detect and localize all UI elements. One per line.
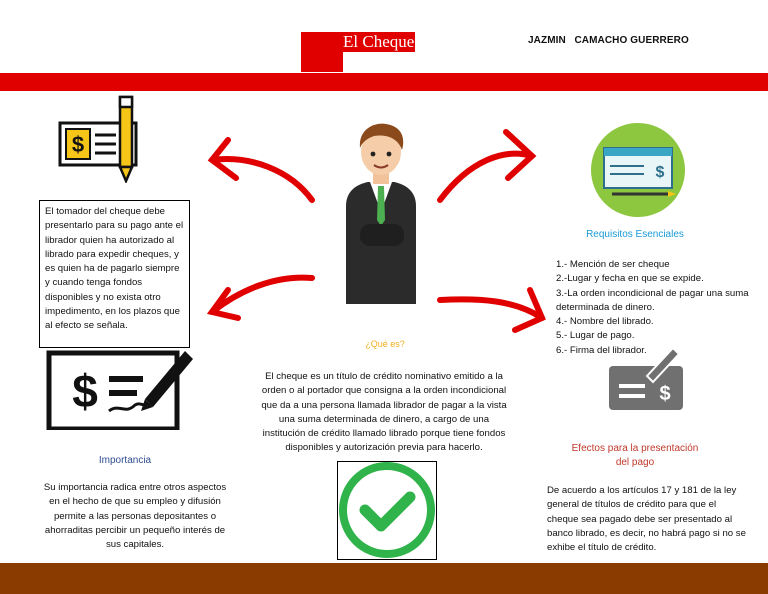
footer-brown-band [0,563,768,594]
que-es-heading: ¿Qué es? [365,339,405,349]
page-title: El Cheque [343,32,415,51]
cheque-definition: El cheque es un título de crédito nominativo emitido a la orden o al portador que consigna a la orden incondicional que da a una persona llamada librador de pagar a la vista una suma determinada de dinero, a cargo de una institución de crédito llamado librado porque tiene fondos disponibles y autorización previa para hacerlo. [261,371,507,454]
efectos-text: De acuerdo a los artículos 17 y 181 de la ley general de títulos de crédito para que el cheque sea pagado debe ser presentado al banco librado, es decir, no habrá pago si no se exhibe el título de crédito. [547,485,746,554]
list-item: 3.-La orden incondicional de pagar una suma determinada de dinero. [556,287,749,313]
cheque-circle-icon [590,122,686,218]
businessman-icon [340,120,422,304]
efectos-heading: Efectos para la presentación del pago [571,443,699,468]
tomador-description: El tomador del cheque debe presentarlo para su pago ante el librador quien ha autorizado al librado para expedir cheques, y es quien ha de pagarlo siempre y cuando tenga fondos disponibles y no exista otro impedimento, en los plazos que al efecto se señala. [39,200,190,348]
signed-cheque-icon [45,345,195,430]
cheque-sign-icon [607,346,685,412]
list-item: 2.-Lugar y fecha en que se expide. [556,273,704,285]
importancia-heading: Importancia [98,455,152,466]
svg-text:$: $ [659,383,671,405]
checkmark-circle-icon [338,462,436,559]
list-item: 5.- Lugar de pago. [556,330,635,342]
importancia-text: Su importancia radica entre otros aspectos en el hecho de que su empleo y difusión permite a las personas depositantes o ahorraditas percibir un pequeño interés de sus capitales. [43,482,227,551]
curved-arrow-icon [212,159,312,200]
svg-text:$: $ [72,365,98,417]
requisitos-heading: Requisitos Esenciales [586,229,684,240]
list-item: 1.- Mención de ser cheque [556,259,670,270]
requisitos-list [556,258,756,358]
list-item: 4.- Nombre del librado. [556,316,654,328]
svg-text:$: $ [71,132,85,157]
curved-arrow-icon [440,299,542,318]
curved-arrow-icon [440,154,532,200]
author-name: JAZMIN CAMACHO GUERRERO [528,35,689,46]
svg-text:$: $ [655,164,665,181]
list-item: 6.- Firma del librador. [556,344,647,356]
